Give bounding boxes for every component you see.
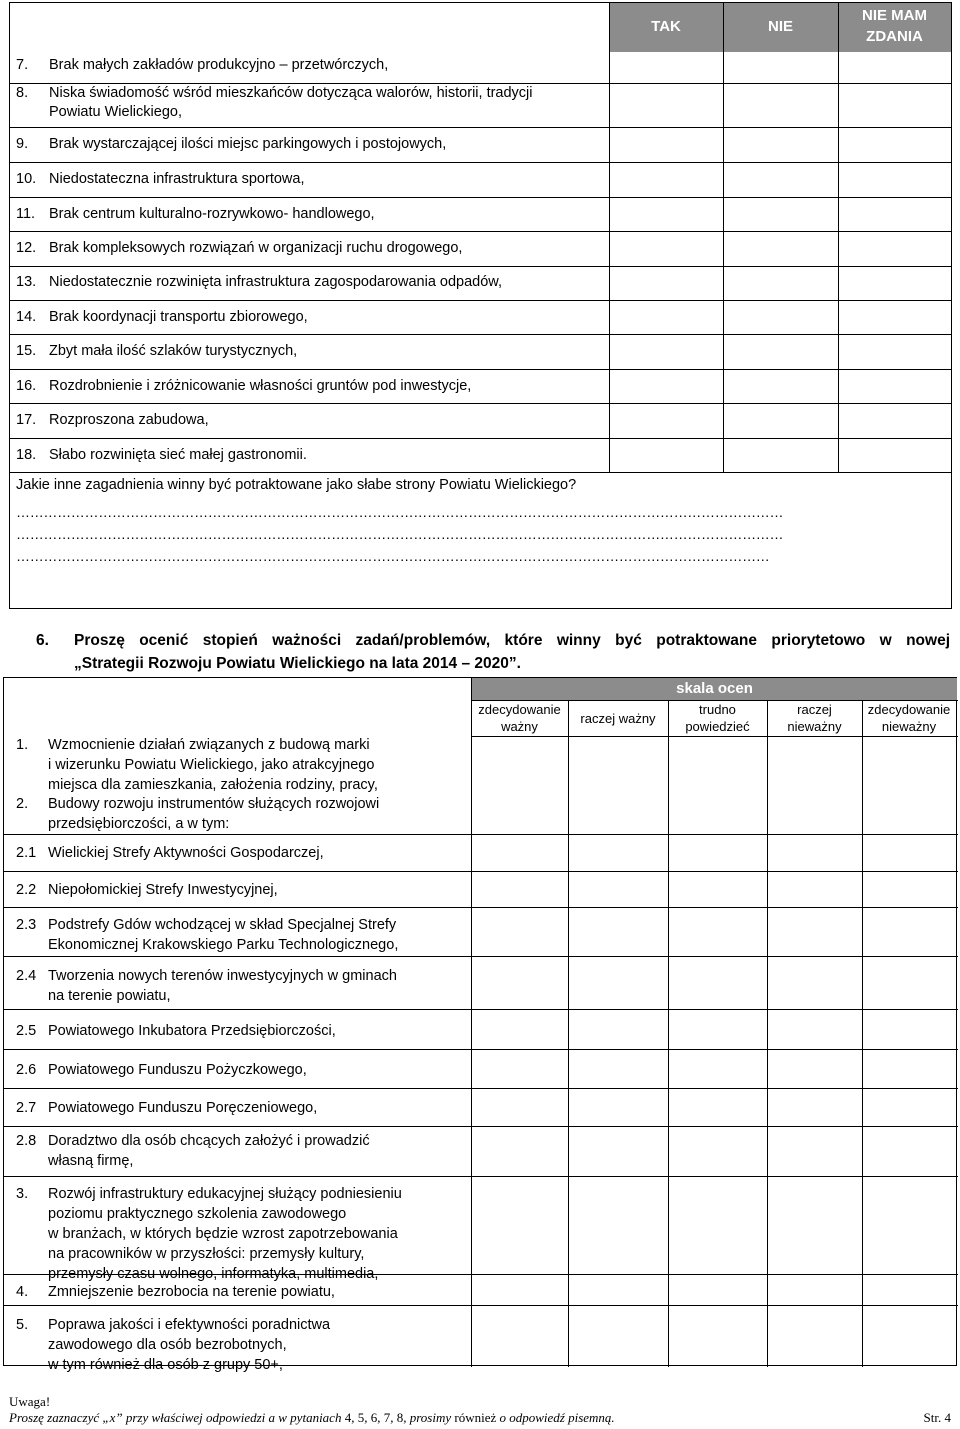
priority-text-line: przemysły czasu wolnego, informatyka, multimedia, [48, 1266, 379, 1282]
priority-text-line: Zmniejszenie bezrobocia na terenie powiatu, [48, 1284, 335, 1300]
priority-text-line: Wzmocnienie działań związanych z budową marki [48, 737, 370, 753]
weakness-label [16, 411, 209, 430]
priority-number: 2.7 [16, 1100, 37, 1116]
priority-text-line: w tym również dla osób z grupy 50+, [48, 1357, 283, 1373]
weakness-text: Niedostateczna infrastruktura sportowa, [49, 171, 305, 187]
priority-number: 2.6 [16, 1062, 37, 1078]
weakness-label-line [16, 205, 375, 224]
priority-number: 2.4 [16, 968, 37, 984]
question-6-number: 6. [36, 632, 49, 649]
priority-text [48, 1021, 336, 1041]
rating-row-divider [4, 1176, 958, 1177]
rating-row-divider [4, 1088, 958, 1089]
answer-no-cell[interactable] [723, 198, 838, 231]
priority-number: 4. [16, 1284, 29, 1300]
weakness-number: 14. [16, 309, 37, 325]
priority-text-line: Doradztwo dla osób chcących założyć i prowadzić [48, 1133, 370, 1149]
weakness-row [10, 3, 951, 84]
priority-text [48, 1184, 402, 1284]
answer-no-cell[interactable] [723, 335, 838, 369]
answer-no-opinion-cell[interactable] [838, 267, 951, 300]
weakness-label-line [16, 377, 471, 396]
priority-text-line: zawodowego dla osób bezrobotnych, [48, 1337, 287, 1353]
weakness-label-line [16, 135, 446, 154]
answer-yes-cell[interactable] [609, 163, 723, 197]
rating-column-divider [767, 700, 768, 1367]
rating-row-divider [4, 1049, 958, 1050]
priority-number: 2.8 [16, 1133, 37, 1149]
weakness-number: 10. [16, 171, 37, 187]
weakness-row [10, 232, 951, 267]
weakness-label-line [16, 342, 297, 361]
rating-row-divider [471, 736, 958, 737]
rating-column-header [668, 700, 767, 736]
weakness-text: Niedostatecznie rozwinięta infrastruktura zagospodarowania odpadów, [49, 274, 502, 290]
header-no-opinion-label-2: ZDANIA [866, 28, 923, 45]
priority-number: 2. [16, 796, 29, 812]
weakness-label [16, 170, 305, 189]
scale-title: skala ocen [471, 678, 957, 700]
weakness-number: 17. [16, 412, 37, 428]
rating-column-header-line: nieważny [881, 719, 937, 734]
priority-text-line: Rozwój infrastruktury edukacyjnej służący podniesieniu [48, 1186, 402, 1202]
question-6-text-line-2: „Strategii Rozwoju Powiatu Wielickiego na lata 2014 – 2020”. [74, 655, 521, 672]
footer-note-c: prosimy [406, 1410, 455, 1425]
weakness-label-line [16, 103, 533, 122]
weakness-number: 11. [16, 206, 36, 222]
priority-text-line: na pracowników w przyszłości: przemysły kultury, [48, 1246, 365, 1262]
rating-column-header [862, 700, 956, 736]
priority-text-line: Powiatowego Inkubatora Przedsiębiorczości, [48, 1023, 336, 1039]
answer-no-opinion-cell[interactable] [838, 84, 951, 127]
priority-number: 3. [16, 1186, 29, 1202]
footer-note-a: Proszę zaznaczyć „x” przy właściwej odpowiedzi a w pytaniach [9, 1410, 345, 1425]
rating-column-header-line: raczej ważny [580, 710, 656, 726]
priority-text-line: poziomu praktycznego szkolenia zawodowego [48, 1206, 347, 1222]
rating-column-divider [668, 700, 669, 1367]
weakness-number: 8. [16, 85, 29, 101]
rating-column-header-line: zdecydowanie [478, 702, 561, 717]
weakness-label [16, 342, 297, 361]
priority-text-line: Tworzenia nowych terenów inwestycyjnych w gminach [48, 968, 397, 984]
answer-yes-cell[interactable] [609, 301, 723, 334]
answer-no-opinion-cell[interactable] [838, 404, 951, 438]
weakness-label-line [16, 308, 308, 327]
weakness-text: Brak wystarczającej ilości miejsc parkingowych i postojowych, [49, 136, 447, 152]
weakness-label [16, 446, 307, 465]
answer-no-cell[interactable] [723, 370, 838, 403]
weakness-row [10, 84, 951, 128]
weakness-text: Słabo rozwinięta sieć małej gastronomii. [49, 447, 307, 463]
answer-no-cell[interactable] [723, 267, 838, 300]
rating-column-header-line: raczej [797, 702, 832, 717]
header-no-label: NIE [767, 18, 793, 35]
priority-number: 2.1 [16, 845, 37, 861]
weakness-number: 18. [16, 447, 37, 463]
priority-text [48, 966, 397, 1006]
weakness-number: 15. [16, 343, 37, 359]
answer-no-opinion-cell[interactable] [838, 163, 951, 197]
weakness-text: Brak kompleksowych rozwiązań w organizacji ruchu drogowego, [49, 240, 463, 256]
priority-text-line: Ekonomicznej Krakowskiego Parku Technologicznego, [48, 937, 399, 953]
answer-yes-cell[interactable] [609, 370, 723, 403]
footer-note-b: 4, 5, 6, 7, 8, [344, 1410, 407, 1425]
weakness-text: Niska świadomość wśród mieszkańców dotycząca walorów, historii, tradycji [49, 85, 533, 101]
weakness-row [10, 163, 951, 198]
priority-text-line: Niepołomickiej Strefy Inwestycyjnej, [48, 882, 278, 898]
answer-no-cell[interactable] [723, 301, 838, 334]
priority-text-line: Podstrefy Gdów wchodzącej w skład Specjalnej Strefy [48, 917, 397, 933]
priority-number: 1. [16, 737, 29, 753]
weakness-label [16, 205, 375, 224]
answer-yes-cell[interactable] [609, 267, 723, 300]
answer-no-opinion-cell[interactable] [838, 232, 951, 266]
answer-line-3[interactable]: ………………………………………………………………………………………………………………………………………………… [16, 548, 770, 564]
weakness-label [16, 239, 462, 258]
weakness-label-line [16, 239, 462, 258]
rating-row-divider [4, 907, 958, 908]
weakness-row [10, 267, 951, 301]
priority-text [48, 915, 398, 955]
priority-text-line: miejsca dla zamieszkania, założenia rodziny, pracy, [48, 777, 378, 793]
weakness-number: 9. [16, 136, 29, 152]
weakness-text: Brak centrum kulturalno-rozrywkowo- handlowego, [49, 206, 375, 222]
header-yes-label: TAK [651, 18, 681, 35]
weakness-label-line [16, 84, 533, 103]
answer-no-opinion-cell[interactable] [838, 335, 951, 369]
open-question: Jakie inne zagadnienia winny być potraktowane jako słabe strony Powiatu Wielickiego? [16, 477, 577, 493]
question-6-text-line-1: Proszę ocenić stopień ważności zadań/problemów, które winny być potraktowane priorytetowo w nowej [74, 632, 950, 649]
rating-row-divider [4, 834, 958, 835]
weakness-text: Rozdrobnienie i zróżnicowanie własności gruntów pod inwestycje, [49, 378, 472, 394]
rating-column-header [767, 700, 862, 736]
footer-note-e: o odpowiedź pisemną. [496, 1410, 615, 1425]
priority-text [48, 843, 324, 863]
weakness-row [10, 335, 951, 370]
answer-no-cell[interactable] [723, 232, 838, 266]
rating-column-header-line: nieważny [787, 719, 842, 734]
answer-no-cell[interactable] [723, 404, 838, 438]
priority-text [48, 1098, 317, 1118]
rating-row-divider [4, 1126, 958, 1127]
answer-no-cell[interactable] [723, 163, 838, 197]
rating-column-header [471, 700, 568, 736]
rating-column-divider [568, 700, 569, 1367]
priority-number: 5. [16, 1317, 29, 1333]
weakness-row [10, 128, 951, 163]
priority-text [48, 1315, 330, 1375]
priority-text-line: Poprawa jakości i efektywności poradnictwa [48, 1317, 331, 1333]
weakness-row [10, 404, 951, 439]
priority-text-line: i wizerunku Powiatu Wielickiego, jako atrakcyjnego [48, 757, 375, 773]
priority-text [48, 1060, 307, 1080]
answer-yes-cell[interactable] [609, 198, 723, 231]
rating-column-header-line: zdecydowanie [867, 702, 951, 717]
rating-column-divider [862, 700, 863, 1367]
weakness-label-line [16, 446, 307, 465]
rating-row-divider [4, 871, 958, 872]
weakness-text: Rozproszona zabudowa, [49, 412, 209, 428]
weakness-label-line [16, 411, 209, 430]
answer-yes-cell[interactable] [609, 128, 723, 162]
header-no-opinion-label-1: NIE MAM [862, 7, 927, 24]
weaknesses-table [9, 2, 952, 609]
answer-no-cell[interactable] [723, 439, 838, 472]
weakness-label-line [16, 56, 388, 75]
answer-line-1[interactable]: …………………………………………………………………………………………………………………………………………………… [16, 504, 784, 520]
answer-no-cell[interactable] [723, 84, 838, 127]
weakness-label-line [16, 273, 502, 292]
answer-no-cell[interactable] [723, 128, 838, 162]
rating-column-header [568, 700, 668, 736]
weakness-row [10, 370, 951, 404]
weakness-number: 16. [16, 378, 37, 394]
answer-yes-cell[interactable] [609, 439, 723, 472]
priority-text-line: na terenie powiatu, [48, 988, 171, 1004]
priority-text-line: Wielickiej Strefy Aktywności Gospodarczej, [48, 845, 324, 861]
rating-row-divider [4, 1009, 958, 1010]
weakness-text: Brak małych zakładów produkcyjno – przetwórczych, [49, 57, 389, 73]
priority-text-line: Powiatowego Funduszu Pożyczkowego, [48, 1062, 307, 1078]
weakness-label [16, 273, 502, 292]
answer-line-2[interactable]: …………………………………………………………………………………………………………………………………………………… [16, 526, 784, 542]
answer-yes-cell[interactable] [609, 84, 723, 127]
answer-yes-cell[interactable] [609, 232, 723, 266]
weakness-label [16, 135, 446, 154]
answer-no-opinion-cell[interactable] [838, 301, 951, 334]
answer-no-opinion-cell[interactable] [838, 439, 951, 472]
rating-row-divider [4, 956, 958, 957]
answer-no-opinion-cell[interactable] [838, 52, 951, 83]
priority-text [48, 794, 379, 834]
weakness-label [16, 84, 533, 122]
priority-text [48, 1131, 370, 1171]
priority-number: 2.2 [16, 882, 37, 898]
weakness-label [16, 308, 308, 327]
footer-note [9, 1410, 615, 1426]
answer-no-opinion-cell[interactable] [838, 370, 951, 403]
rating-column-header-line: trudno [699, 702, 736, 717]
priority-text [48, 880, 278, 900]
footer-warning: Uwaga! [9, 1394, 51, 1409]
weakness-text: Brak koordynacji transportu zbiorowego, [49, 309, 308, 325]
answer-no-cell[interactable] [723, 52, 838, 83]
priority-text [48, 735, 378, 795]
weakness-label [16, 56, 388, 75]
page-number: Str. 4 [923, 1410, 951, 1425]
answer-no-opinion-cell[interactable] [838, 128, 951, 162]
priority-text-line: Budowy rozwoju instrumentów służących rozwojowi [48, 796, 380, 812]
weakness-number: 7. [16, 57, 29, 73]
rating-row-divider [471, 700, 958, 701]
answer-yes-cell[interactable] [609, 404, 723, 438]
priority-text-line: przedsiębiorczości, a w tym: [48, 816, 230, 832]
rating-row-divider [4, 1305, 958, 1306]
priority-text-line: własną firmę, [48, 1153, 134, 1169]
priorities-rating-table [3, 677, 957, 1373]
priority-text [48, 1282, 335, 1302]
rating-column-header-line: ważny [501, 719, 538, 734]
footer-note-d: również [454, 1410, 497, 1425]
priority-text-line: w branżach, w których będzie wzrost zapotrzebowania [48, 1226, 398, 1242]
weakness-label-line [16, 170, 305, 189]
priority-text-line: Powiatowego Funduszu Poręczeniowego, [48, 1100, 318, 1116]
weakness-text: Powiatu Wielickiego, [49, 104, 182, 120]
weakness-text: Zbyt mała ilość szlaków turystycznych, [49, 343, 298, 359]
weakness-row [10, 198, 951, 232]
answer-no-opinion-cell[interactable] [838, 198, 951, 231]
weakness-number: 12. [16, 240, 37, 256]
answer-yes-cell[interactable] [609, 52, 723, 83]
weakness-number: 13. [16, 274, 37, 290]
rating-column-divider [471, 678, 472, 1367]
answer-yes-cell[interactable] [609, 335, 723, 369]
weakness-row [10, 439, 951, 473]
weakness-row [10, 301, 951, 335]
rating-column-header-line: powiedzieć [685, 719, 750, 734]
priority-number: 2.5 [16, 1023, 37, 1039]
weakness-label [16, 377, 471, 396]
priority-number: 2.3 [16, 917, 37, 933]
